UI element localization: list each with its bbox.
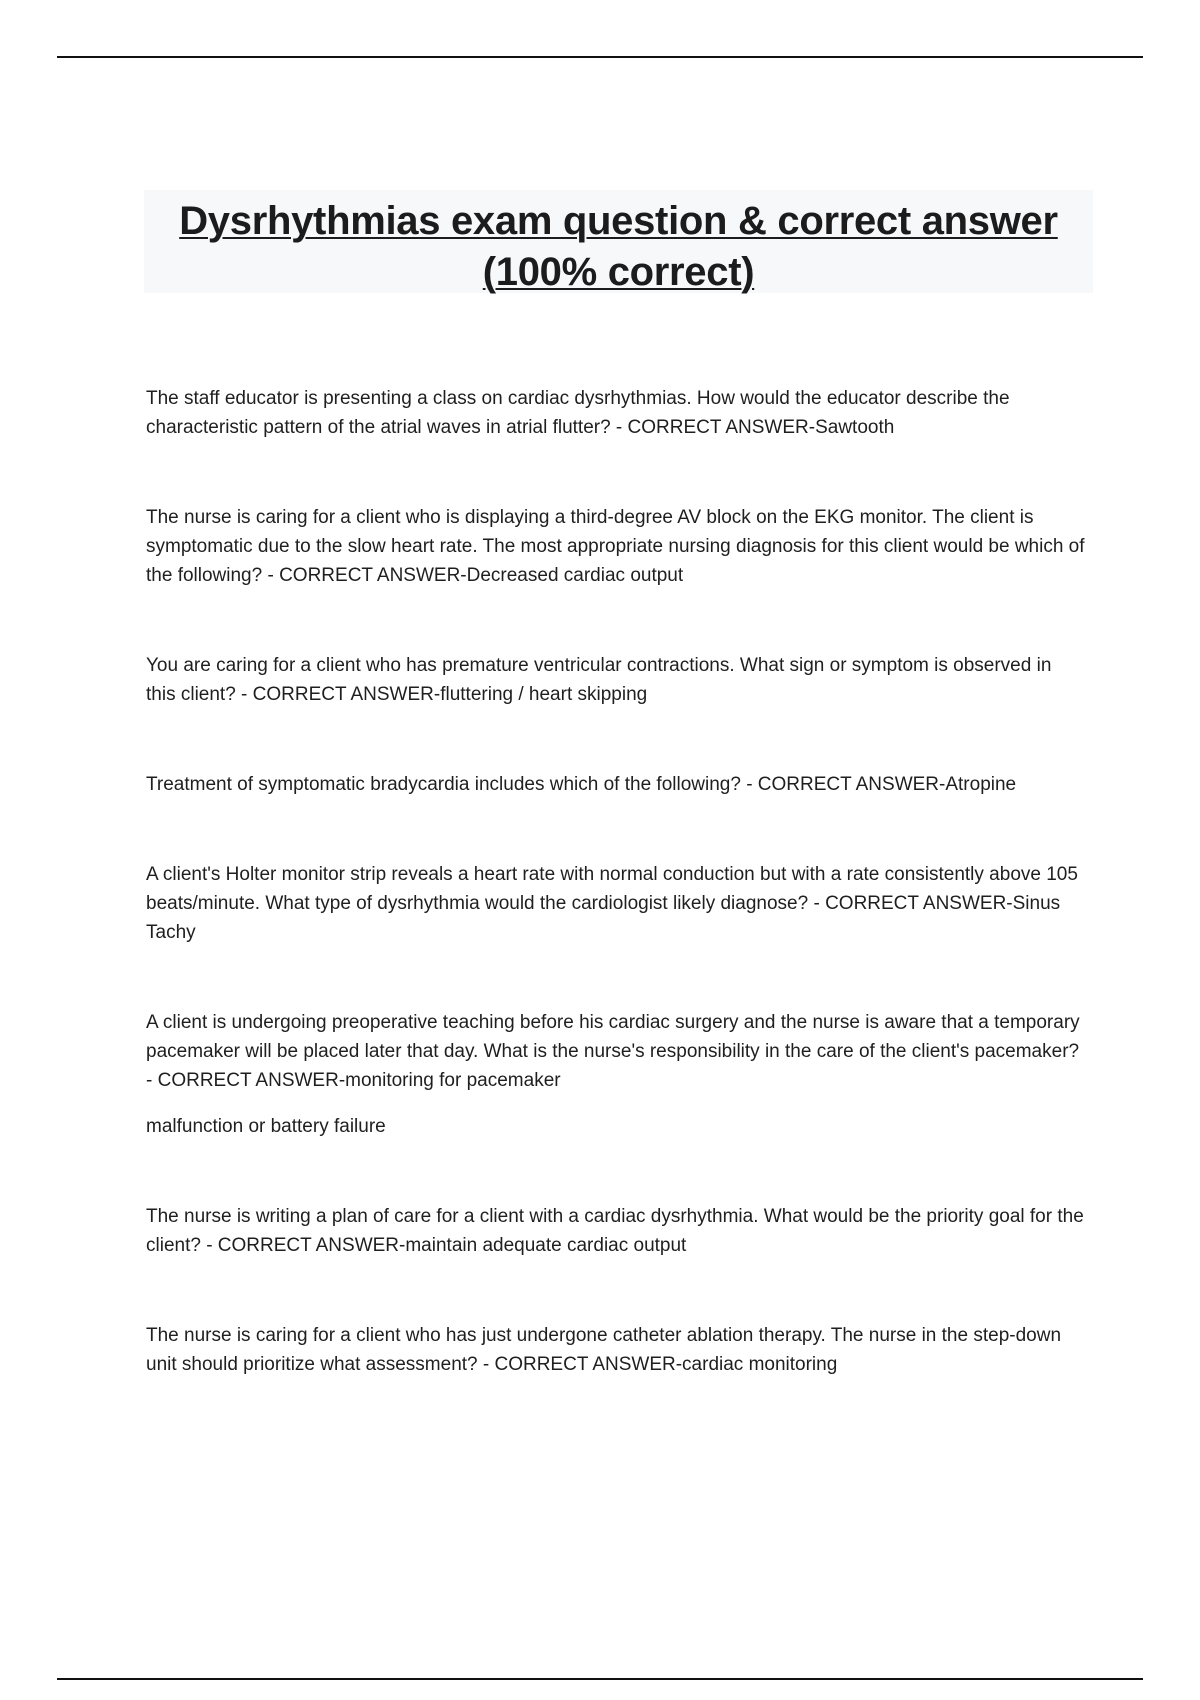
- bottom-divider: [57, 1678, 1143, 1680]
- question-text: The staff educator is presenting a class on cardiac dysrhythmias. How would the educator describe the characteristic pattern of the atrial waves in atrial flutter? - CORRECT ANSWER-Sawtooth: [146, 388, 1010, 438]
- question-item-6: [146, 1008, 1086, 1141]
- question-item-3: [146, 651, 1086, 709]
- answer-continuation: malfunction or battery failure: [146, 1116, 386, 1137]
- question-text: Treatment of symptomatic bradycardia includes which of the following? - CORRECT ANSWER-Atropine: [146, 774, 1017, 795]
- question-list: [146, 384, 1086, 1379]
- question-text: The nurse is writing a plan of care for a client with a cardiac dysrhythmia. What would be the priority goal for the client? - CORRECT ANSWER-maintain adequate cardiac output: [146, 1206, 1084, 1256]
- question-text: The nurse is caring for a client who is displaying a third-degree AV block on the EKG monitor. The client is symptomatic due to the slow heart rate. The most appropriate nursing diagnosis for this client would be which of the following? - CORRECT ANSWER-Decreased cardiac output: [146, 507, 1085, 586]
- document-title: Dysrhythmias exam question & correct answer (100% correct): [179, 199, 1058, 294]
- question-text: A client is undergoing preoperative teaching before his cardiac surgery and the nurse is aware that a temporary pacemaker will be placed later that day. What is the nurse's responsibility in the care of the client's pacemaker? - CORRECT ANSWER-monitoring for pacemaker: [146, 1012, 1080, 1091]
- top-divider: [57, 56, 1143, 58]
- question-text: You are caring for a client who has premature ventricular contractions. What sign or symptom is observed in this client? - CORRECT ANSWER-fluttering / heart skipping: [146, 655, 1052, 705]
- question-item-7: [146, 1202, 1086, 1260]
- question-item-8: [146, 1321, 1086, 1379]
- question-item-1: [146, 384, 1086, 442]
- question-text: A client's Holter monitor strip reveals a heart rate with normal conduction but with a rate consistently above 105 beats/minute. What type of dysrhythmia would the cardiologist likely diagnose? - CORRECT ANSWER-Sinus Tachy: [146, 864, 1078, 943]
- question-text: The nurse is caring for a client who has just undergone catheter ablation therapy. The nurse in the step-down unit should prioritize what assessment? - CORRECT ANSWER-cardiac monitoring: [146, 1325, 1062, 1375]
- question-item-2: [146, 503, 1086, 590]
- question-item-4: [146, 770, 1086, 799]
- question-item-5: [146, 860, 1086, 947]
